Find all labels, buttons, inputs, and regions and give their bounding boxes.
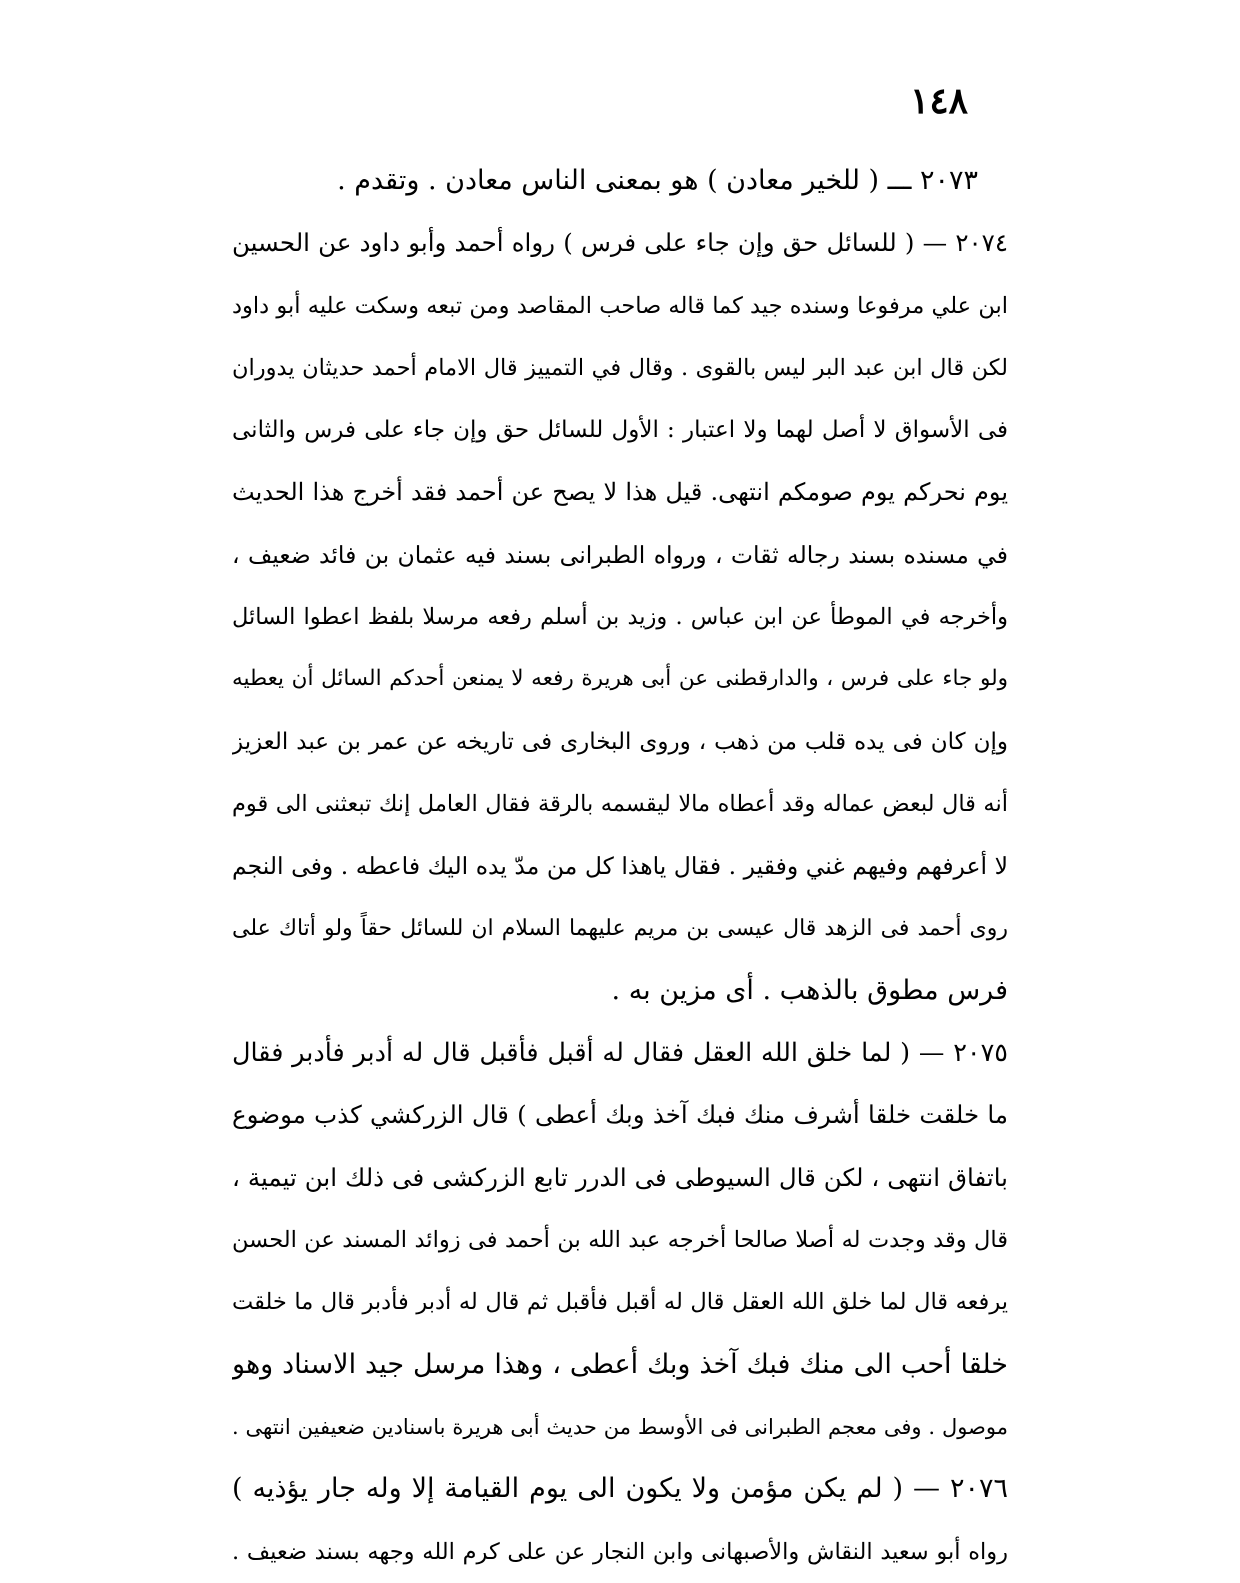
text-line: ما خلقت خلقا أشرف منك فبك آخذ وبك أعطى ) قال الزركشي كذب موضوع xyxy=(232,1100,1008,1130)
text-line: يرفعه قال لما خلق الله العقل قال له أقبل فأقبل ثم قال له أدبر فأدبر قال ما خلقت xyxy=(232,1289,1008,1316)
text-line: ٢٠٧٦ — ( لم يكن مؤمن ولا يكون الى يوم القيامة إلا وله جار يؤذيه ) xyxy=(232,1473,1008,1505)
text-line: موصول . وفى معجم الطبرانى فى الأوسط من حديث أبى هريرة باسنادين ضعيفين انتهى . xyxy=(232,1414,1008,1439)
text-line: خلقا أحب الى منك فبك آخذ وبك أعطى ، وهذا مرسل جيد الاسناد وهو xyxy=(232,1348,1008,1380)
text-line: فى الأسواق لا أصل لهما ولا اعتبار : الأول للسائل حق وإن جاء على فرس والثانى xyxy=(232,417,1008,444)
text-line: ٢٠٧٣ ـــ ( للخير معادن ) هو بمعنى الناس معادن . وتقدم . xyxy=(337,165,978,196)
text-line: لكن قال ابن عبد البر ليس بالقوى . وقال في التمييز قال الامام أحمد حديثان يدوران xyxy=(232,354,1008,381)
text-line: ٢٠٧٤ — ( للسائل حق وإن جاء على فرس ) رواه أحمد وأبو داود عن الحسين xyxy=(232,228,1008,258)
text-line: فرس مطوق بالذهب . أى مزين به . xyxy=(611,974,1008,1006)
text-line: قال وقد وجدت له أصلا صالحا أخرجه عبد الله بن أحمد فى زوائد المسند عن الحسن xyxy=(232,1227,1008,1254)
text-line: روى أحمد فى الزهد قال عيسى بن مريم عليهما السلام ان للسائل حقاً ولو أتاك على xyxy=(232,915,1008,941)
text-line: وإن كان فى يده قلب من ذهب ، وروى البخارى فى تاريخه عن عمر بن عبد العزيز xyxy=(232,728,1008,755)
page-number: ١٤٨ xyxy=(909,80,968,122)
text-line: وأخرجه في الموطأ عن ابن عباس . وزيد بن أسلم رفعه مرسلا بلفظ اعطوا السائل xyxy=(232,604,1008,631)
text-line: رواه أبو سعيد النقاش والأصبهانى وابن النجار عن على كرم الله وجهه بسند ضعيف . xyxy=(232,1538,1008,1565)
text-line: في مسنده بسند رجاله ثقات ، ورواه الطبرانى بسند فيه عثمان بن فائد ضعيف ، xyxy=(232,540,1008,569)
text-line: أنه قال لبعض عماله وقد أعطاه مالا ليقسمه بالرقة فقال العامل إنك تبعثنى الى قوم xyxy=(232,790,1008,817)
text-line: باتفاق انتهى ، لكن قال السيوطى فى الدرر تابع الزركشى فى ذلك ابن تيمية ، xyxy=(232,1162,1008,1192)
text-body xyxy=(232,150,1008,1583)
text-line: لا أعرفهم وفيهم غني وفقير . فقال ياهذا كل من مدّ يده اليك فاعطه . وفى النجم xyxy=(232,852,1008,881)
text-line: ولو جاء على فرس ، والدارقطنى عن أبى هريرة رفعه لا يمنعن أحدكم السائل أن يعطيه xyxy=(232,666,1008,692)
text-line: ٢٠٧٥ — ( لما خلق الله العقل فقال له أقبل فأقبل قال له أدبر فأدبر فقال xyxy=(232,1038,1008,1069)
text-line: يوم نحركم يوم صومكم انتهى. قيل هذا لا يصح عن أحمد فقد أخرج هذا الحديث xyxy=(232,478,1008,507)
text-line: ابن علي مرفوعا وسنده جيد كما قاله صاحب المقاصد ومن تبعه وسكت عليه أبو داود xyxy=(232,292,1008,319)
